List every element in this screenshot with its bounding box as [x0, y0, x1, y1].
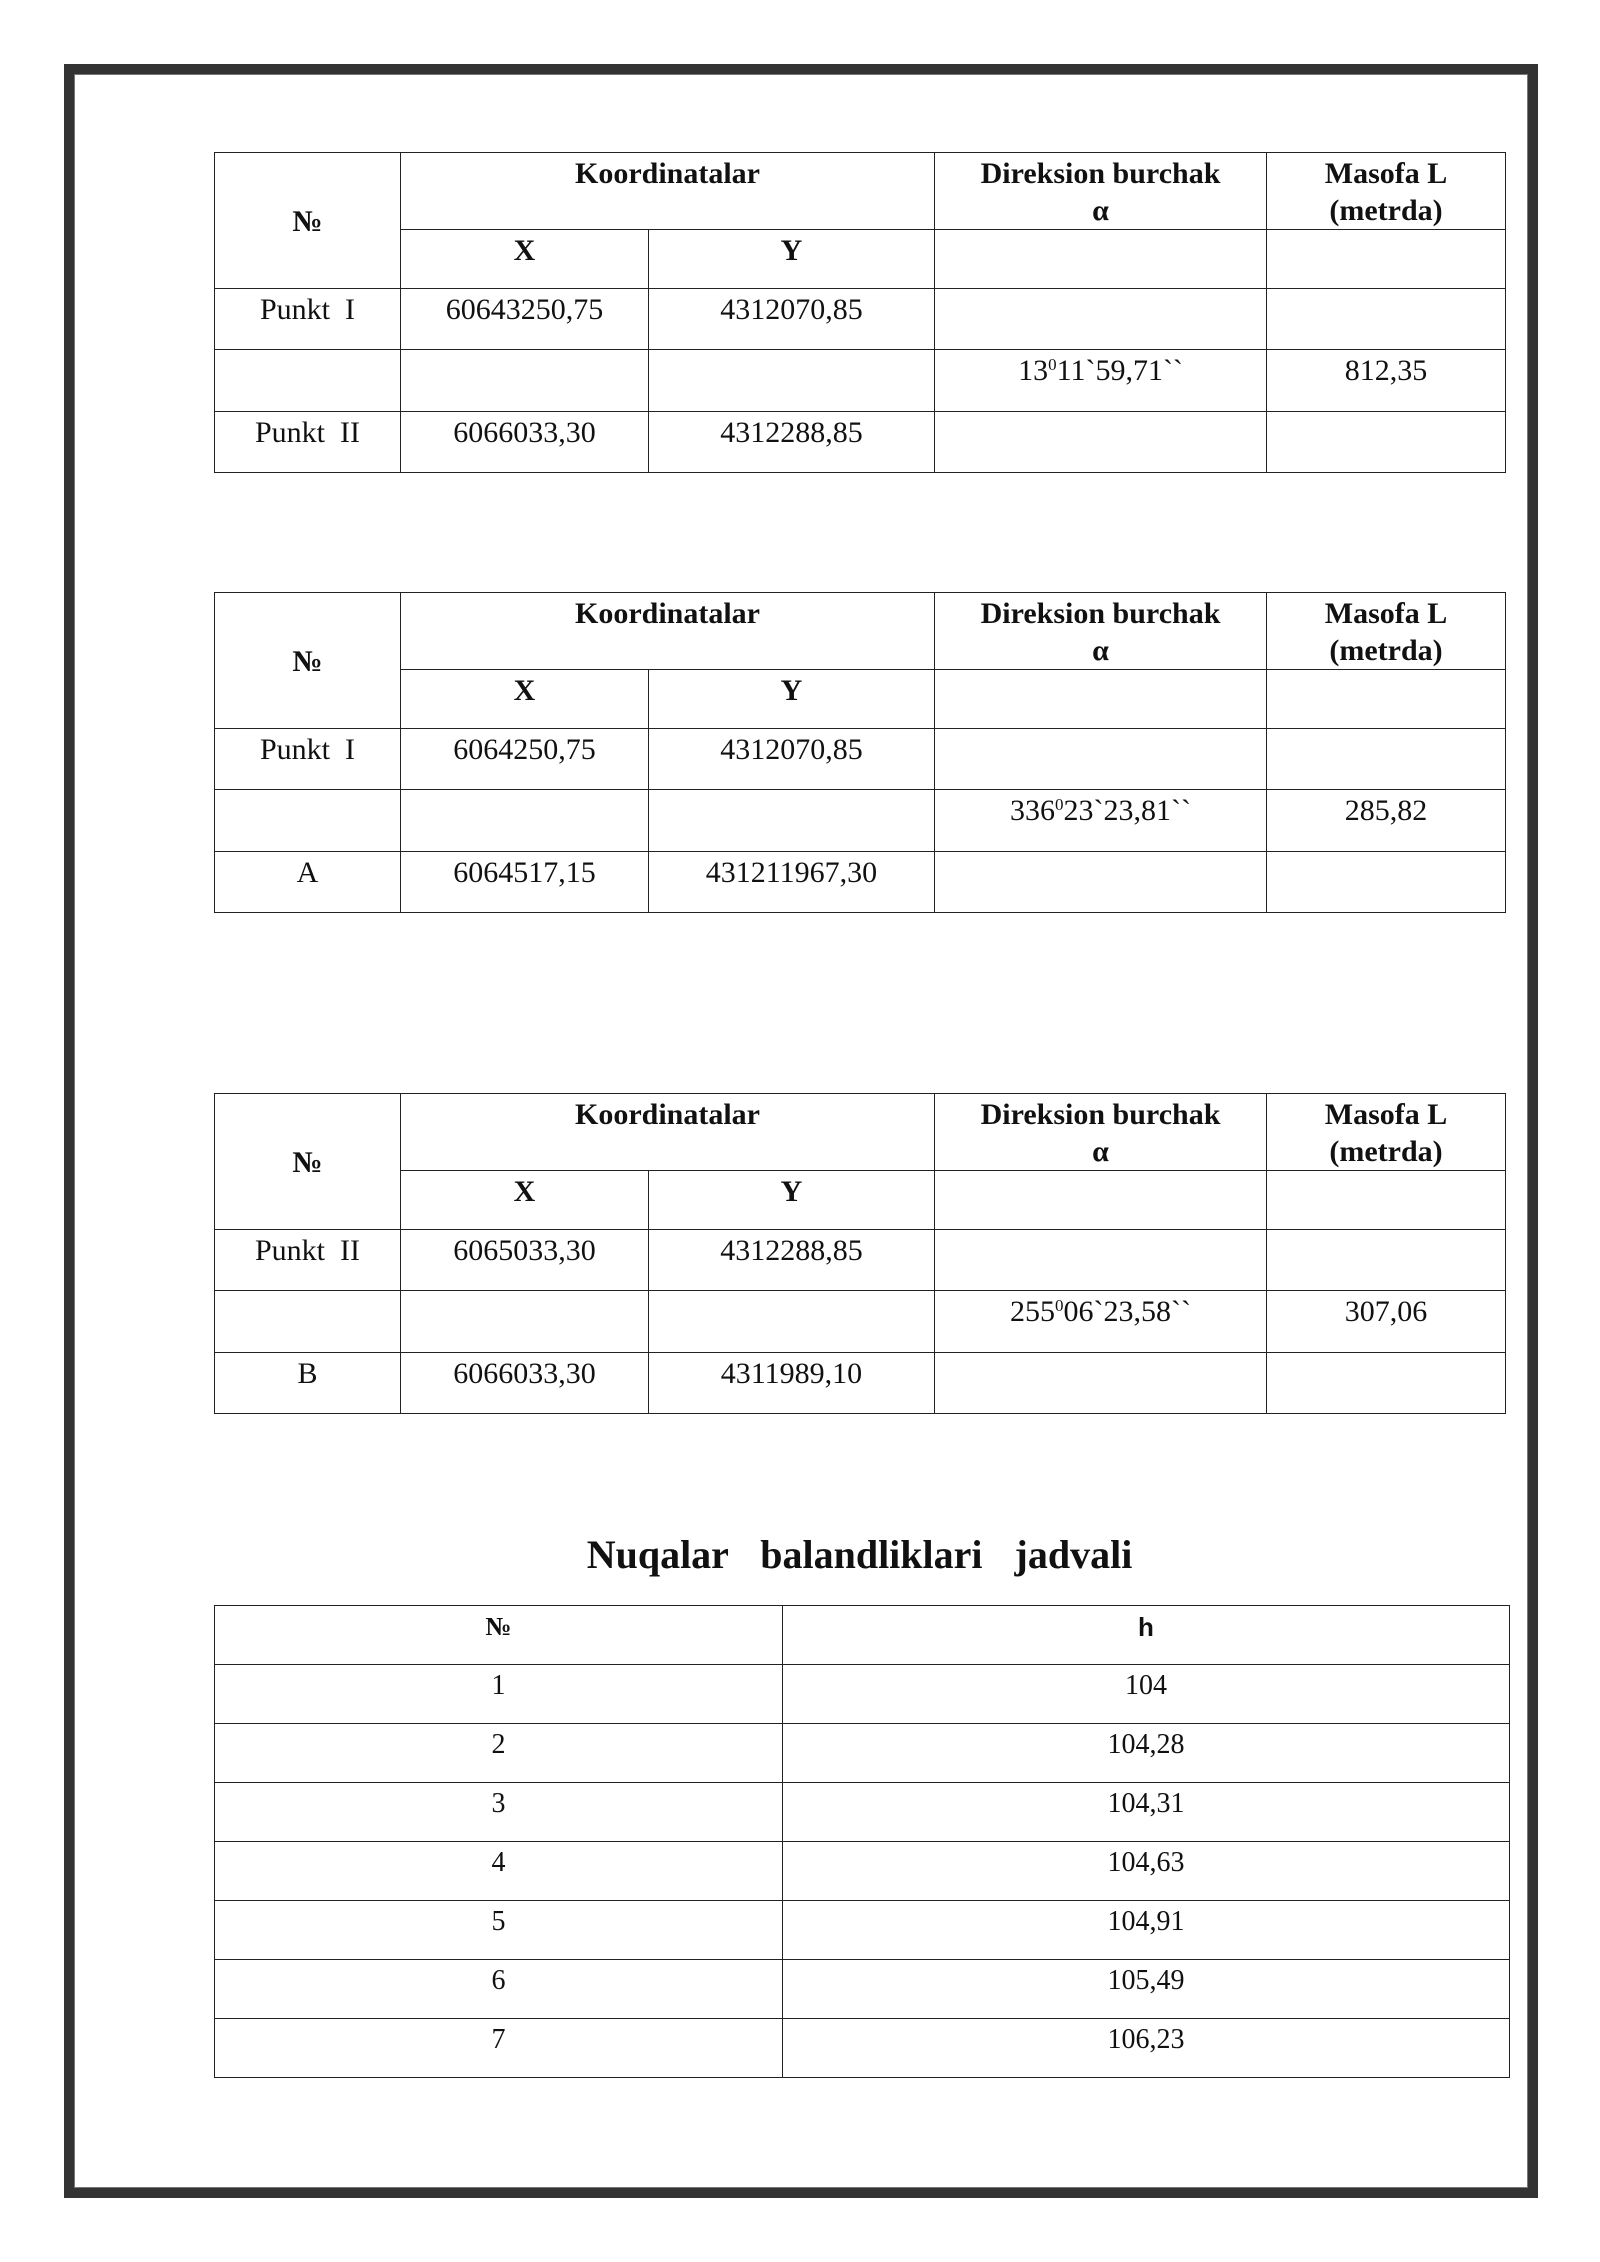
- point-y: 4312288,85: [649, 412, 935, 473]
- empty-cell: [1267, 289, 1506, 350]
- empty-cell: [935, 1230, 1267, 1291]
- empty-cell: [1267, 852, 1506, 913]
- distance-value: 307,06: [1267, 1291, 1506, 1353]
- empty-cell: [935, 1171, 1267, 1230]
- header-number: №: [215, 153, 401, 289]
- distance-value: 812,35: [1267, 350, 1506, 412]
- header-coordinates: Koordinatalar: [401, 593, 935, 670]
- empty-cell: [1267, 1353, 1506, 1414]
- header-direction-angle: [935, 1094, 1267, 1171]
- header-x: X: [401, 1171, 649, 1230]
- point-name: A: [215, 852, 401, 913]
- row-number: 2: [215, 1724, 783, 1783]
- table-row: [215, 1783, 1510, 1842]
- empty-cell: [215, 790, 401, 852]
- header-x: X: [401, 230, 649, 289]
- point-y: 4311989,10: [649, 1353, 935, 1414]
- point-name: B: [215, 1353, 401, 1414]
- header-number: №: [215, 1094, 401, 1230]
- header-direction-line1: Direksion burchak: [980, 597, 1221, 630]
- angle-degree-mark: 0: [1055, 1296, 1064, 1315]
- row-height: 104,91: [783, 1901, 1510, 1960]
- header-direction-angle: [935, 593, 1267, 670]
- point-x: 6066033,30: [401, 412, 649, 473]
- empty-cell: [649, 790, 935, 852]
- row-number: 4: [215, 1842, 783, 1901]
- header-distance: [1267, 1094, 1506, 1171]
- empty-cell: [935, 412, 1267, 473]
- coordinate-table-3: [214, 1093, 1506, 1414]
- header-distance-line2: (metrda): [1329, 194, 1443, 227]
- empty-cell: [649, 350, 935, 412]
- point-y: 4312070,85: [649, 729, 935, 790]
- angle-degrees: 13: [1018, 354, 1049, 387]
- empty-cell: [401, 1291, 649, 1353]
- angle-minutes-seconds: 06`23,58``: [1063, 1295, 1191, 1328]
- empty-cell: [1267, 412, 1506, 473]
- row-number: 5: [215, 1901, 783, 1960]
- heights-table: [214, 1605, 1510, 2078]
- empty-cell: [649, 1291, 935, 1353]
- header-direction-line1: Direksion burchak: [980, 1098, 1221, 1131]
- direction-angle-value: [935, 350, 1267, 412]
- coordinate-table-1: [214, 152, 1506, 473]
- empty-cell: [1267, 1171, 1506, 1230]
- table-row: [215, 412, 1506, 473]
- row-height: 104,28: [783, 1724, 1510, 1783]
- table-row: [215, 1665, 1510, 1724]
- header-distance-line2: (metrda): [1329, 1135, 1443, 1168]
- coordinate-table-2: [214, 592, 1506, 913]
- empty-cell: [1267, 1230, 1506, 1291]
- header-number: №: [215, 593, 401, 729]
- row-height: 106,23: [783, 2019, 1510, 2078]
- table-row: [215, 350, 1506, 412]
- angle-degree-mark: 0: [1055, 795, 1064, 814]
- table-row: [215, 2019, 1510, 2078]
- empty-cell: [935, 670, 1267, 729]
- point-name: Punkt I: [215, 729, 401, 790]
- empty-cell: [935, 289, 1267, 350]
- row-height: 104: [783, 1665, 1510, 1724]
- empty-cell: [215, 350, 401, 412]
- table-row: [215, 1842, 1510, 1901]
- header-distance-line1: Masofa L: [1324, 157, 1448, 190]
- row-number: 3: [215, 1783, 783, 1842]
- header-direction-line2: α: [1092, 1135, 1109, 1168]
- empty-cell: [401, 350, 649, 412]
- header-distance: [1267, 153, 1506, 230]
- header-direction-line1: Direksion burchak: [980, 157, 1221, 190]
- empty-cell: [215, 1291, 401, 1353]
- empty-cell: [935, 230, 1267, 289]
- table-row: [215, 289, 1506, 350]
- table-row: [215, 1960, 1510, 2019]
- table-row: [215, 1230, 1506, 1291]
- header-y: Y: [649, 1171, 935, 1230]
- point-name: Punkt II: [215, 1230, 401, 1291]
- angle-degrees: 336: [1010, 794, 1055, 827]
- table-row: [215, 852, 1506, 913]
- header-number: №: [215, 1606, 783, 1665]
- empty-cell: [1267, 230, 1506, 289]
- empty-cell: [1267, 729, 1506, 790]
- row-number: 1: [215, 1665, 783, 1724]
- header-y: Y: [649, 230, 935, 289]
- table-row: [215, 790, 1506, 852]
- angle-degree-mark: 0: [1048, 355, 1057, 374]
- header-coordinates: Koordinatalar: [401, 1094, 935, 1171]
- table-row: [215, 1901, 1510, 1960]
- header-y: Y: [649, 670, 935, 729]
- point-x: 6066033,30: [401, 1353, 649, 1414]
- direction-angle-value: [935, 790, 1267, 852]
- table-row: [215, 1291, 1506, 1353]
- table-row: [215, 1724, 1510, 1783]
- point-x: 6064250,75: [401, 729, 649, 790]
- empty-cell: [935, 1353, 1267, 1414]
- angle-minutes-seconds: 11`59,71``: [1056, 354, 1183, 387]
- header-height: h: [783, 1606, 1510, 1665]
- row-height: 105,49: [783, 1960, 1510, 2019]
- heights-table-title: Nuqalar balandliklari jadvali: [586, 1532, 1133, 1577]
- row-height: 104,63: [783, 1842, 1510, 1901]
- row-number: 7: [215, 2019, 783, 2078]
- point-x: 6065033,30: [401, 1230, 649, 1291]
- header-direction-line2: α: [1092, 194, 1109, 227]
- header-direction-line2: α: [1092, 634, 1109, 667]
- point-name: Punkt I: [215, 289, 401, 350]
- point-x: 6064517,15: [401, 852, 649, 913]
- empty-cell: [935, 729, 1267, 790]
- angle-degrees: 255: [1010, 1295, 1055, 1328]
- header-x: X: [401, 670, 649, 729]
- row-number: 6: [215, 1960, 783, 2019]
- point-y: 4312288,85: [649, 1230, 935, 1291]
- angle-minutes-seconds: 23`23,81``: [1063, 794, 1191, 827]
- row-height: 104,31: [783, 1783, 1510, 1842]
- header-distance-line2: (metrda): [1329, 634, 1443, 667]
- point-y: 4312070,85: [649, 289, 935, 350]
- header-distance-line1: Masofa L: [1324, 597, 1448, 630]
- distance-value: 285,82: [1267, 790, 1506, 852]
- header-distance: [1267, 593, 1506, 670]
- point-name: Punkt II: [215, 412, 401, 473]
- header-coordinates: Koordinatalar: [401, 153, 935, 230]
- header-direction-angle: [935, 153, 1267, 230]
- direction-angle-value: [935, 1291, 1267, 1353]
- empty-cell: [401, 790, 649, 852]
- table-row: [215, 1353, 1506, 1414]
- point-y: 431211967,30: [649, 852, 935, 913]
- point-x: 60643250,75: [401, 289, 649, 350]
- empty-cell: [1267, 670, 1506, 729]
- table-row: [215, 729, 1506, 790]
- header-distance-line1: Masofa L: [1324, 1098, 1448, 1131]
- empty-cell: [935, 852, 1267, 913]
